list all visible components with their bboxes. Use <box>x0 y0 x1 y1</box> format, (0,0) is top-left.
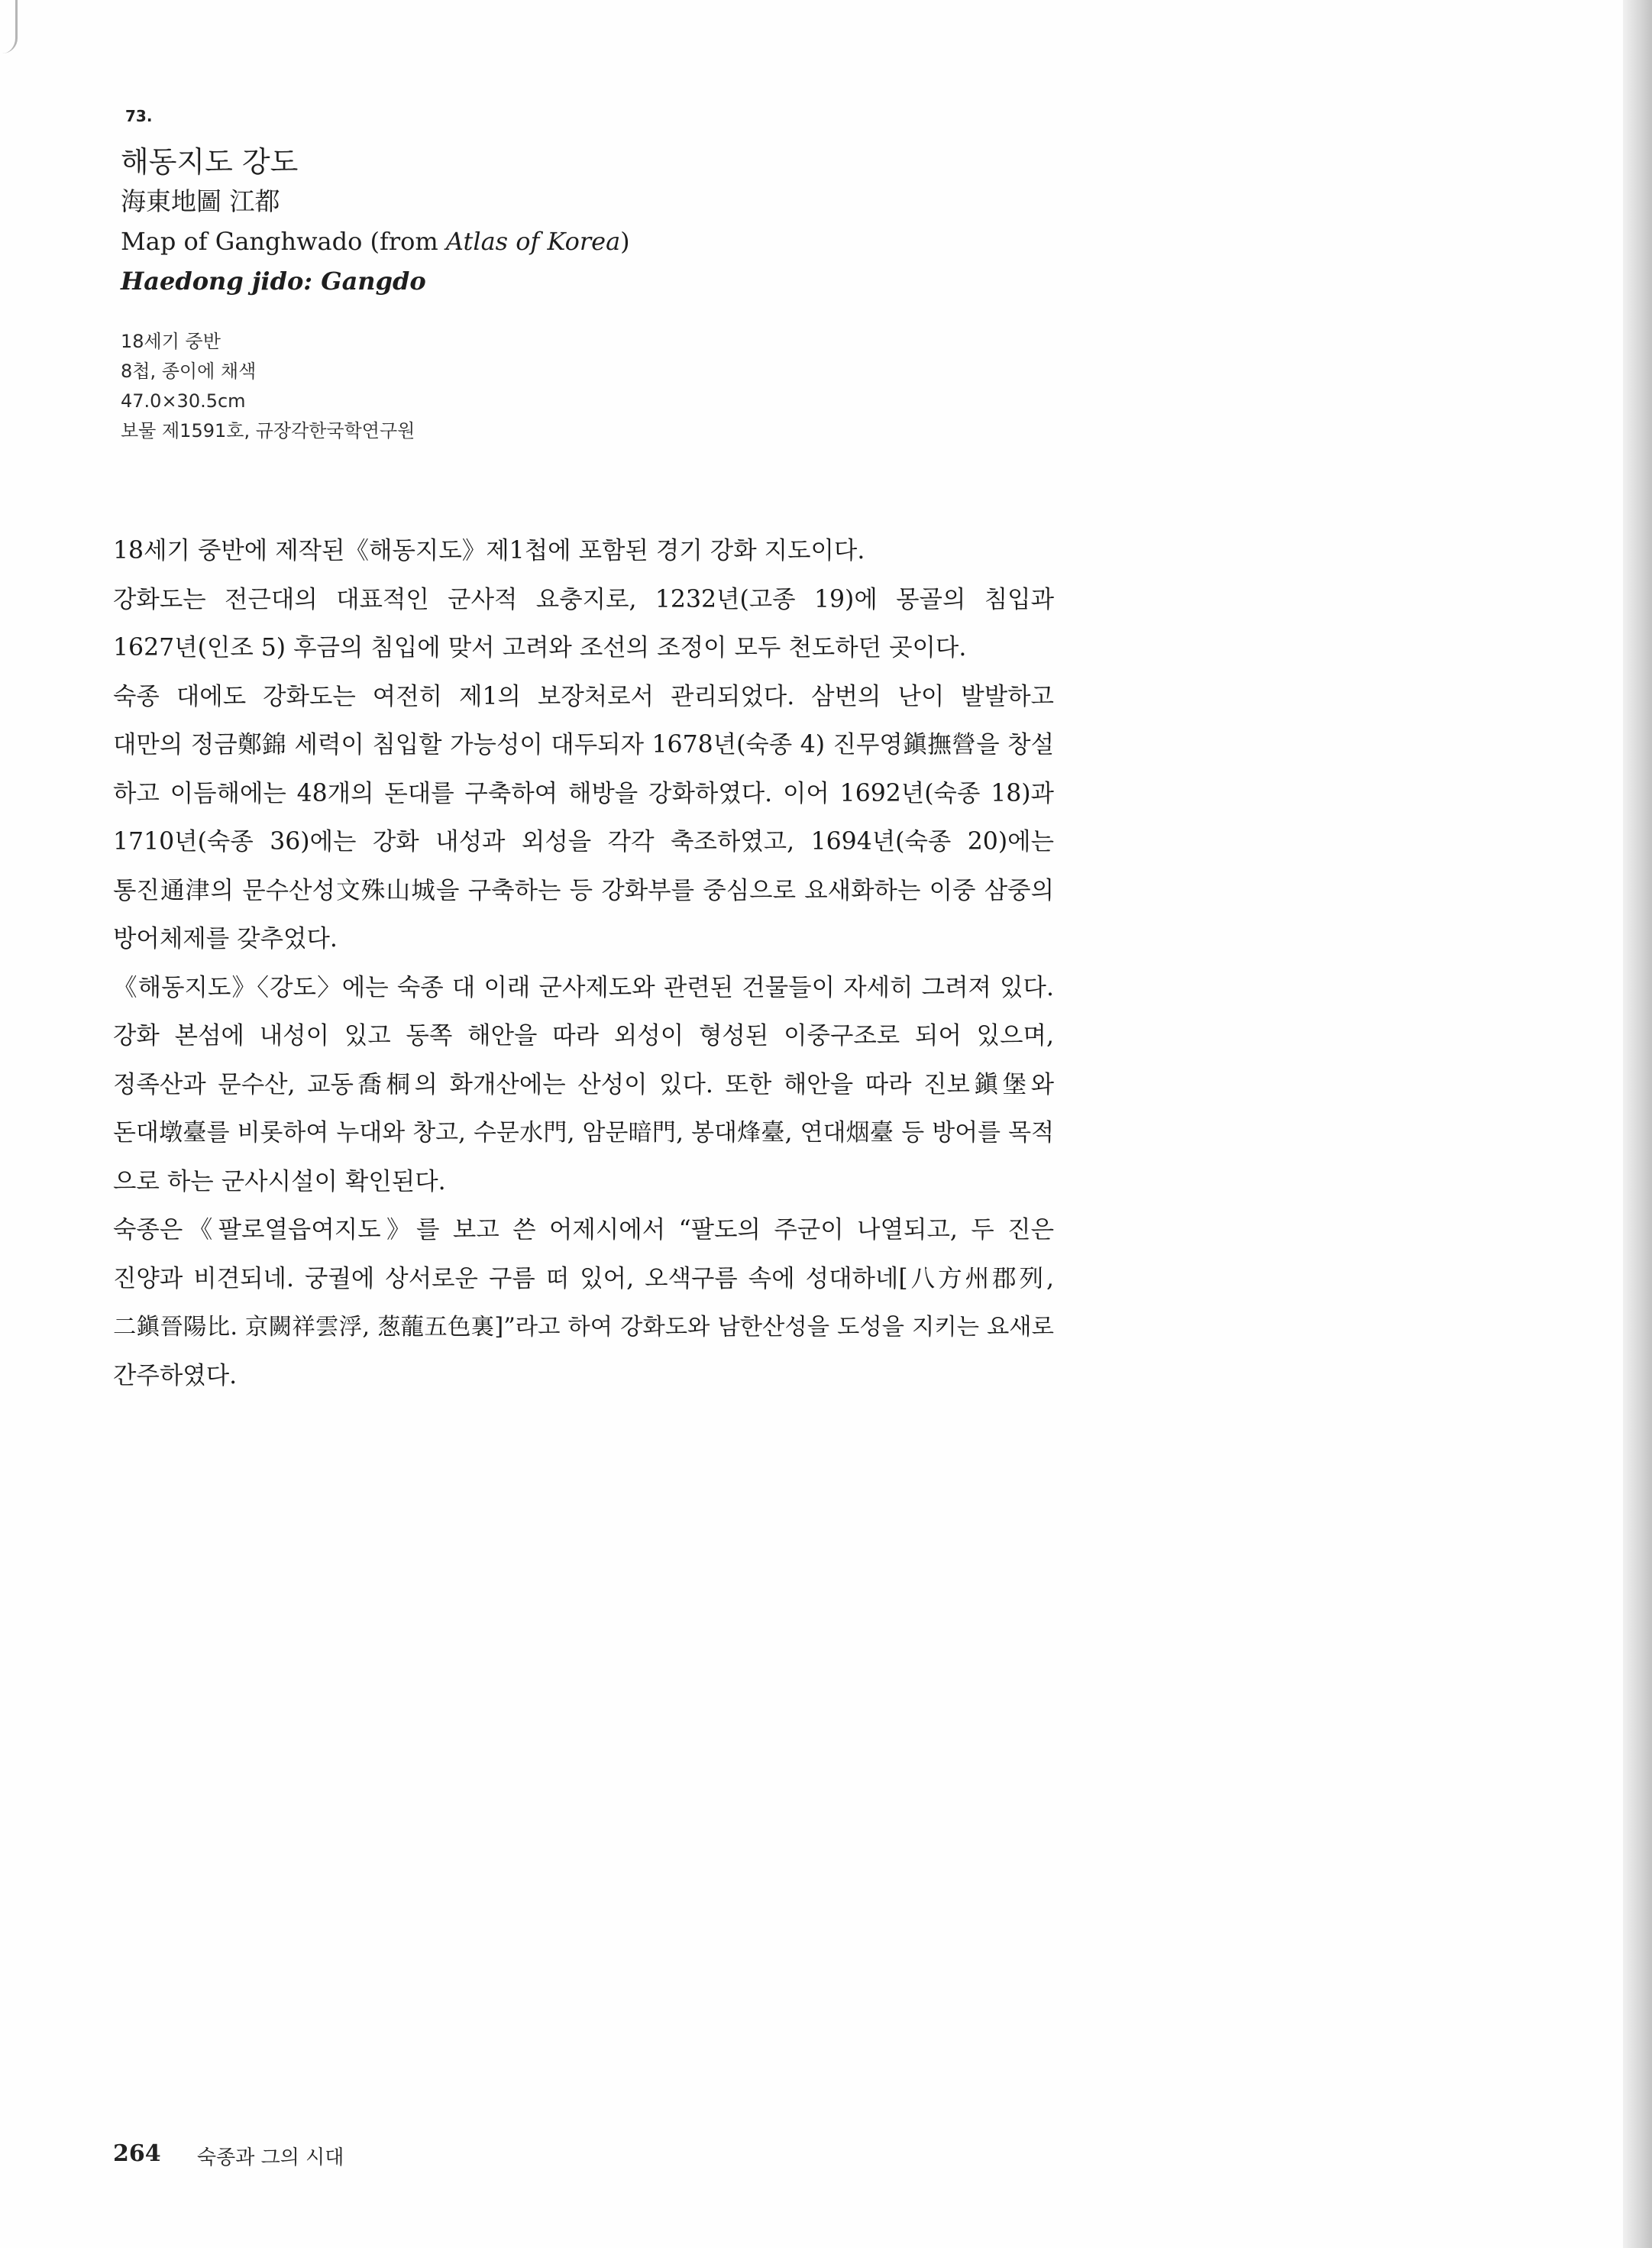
running-title: 숙종과 그의 시대 <box>197 2146 344 2169</box>
title-english <box>121 222 630 261</box>
body-text <box>113 527 1054 1400</box>
paragraph-1 <box>113 527 1054 576</box>
text-line: 二鎭晉陽比. 京闕祥雲浮, 葱蘢五色裏]”라고 하여 강화도와 남한산성을 도성을 지키는 요새로 <box>113 1314 1054 1341</box>
text-line: 진양과 비견되네. 궁궐에 상서로운 구름 떠 있어, 오색구름 속에 성대하네[八方州郡列, <box>113 1264 1054 1292</box>
paragraph-5 <box>113 1206 1054 1400</box>
meta-dimensions: 47.0×30.5cm <box>121 390 246 412</box>
title-hanja: 海東地圖 江都 <box>121 186 280 216</box>
title-block <box>121 142 630 301</box>
paragraph-3 <box>113 673 1054 964</box>
text-line: 1627년(인조 5) 후금의 침입에 맞서 고려와 조선의 조정이 모두 천도하던 곳이다. <box>113 634 967 661</box>
title-english-suffix: ) <box>620 227 630 256</box>
title-english-italic: Atlas of Korea <box>445 227 621 256</box>
text-line: 돈대墩臺를 비롯하여 누대와 창고, 수문水門, 암문暗門, 봉대烽臺, 연대烟臺 등 방어를 목적 <box>113 1119 1054 1147</box>
title-english-prefix: Map of Ganghwado (from <box>121 227 446 256</box>
text-line: 정족산과 문수산, 교동喬桐의 화개산에는 산성이 있다. 또한 해안을 따라 진보鎭堡와 <box>113 1070 1054 1098</box>
catalog-number: 73. <box>125 107 153 125</box>
meta-date: 18세기 중반 <box>121 331 221 352</box>
paragraph-2 <box>113 576 1054 673</box>
text-line: 간주하였다. <box>113 1361 238 1389</box>
meta-designation: 보물 제1591호, 규장각한국학연구원 <box>121 420 415 442</box>
paragraph-4 <box>113 964 1054 1207</box>
title-romanized: Haedong jido: Gangdo <box>121 267 426 296</box>
text-line: 통진通津의 문수산성文殊山城을 구축하는 등 강화부를 중심으로 요새화하는 이중 삼중의 <box>113 876 1054 904</box>
text-line: 《해동지도》〈강도〉에는 숙종 대 이래 군사제도와 관련된 건물들이 자세히 그려져 있다. <box>113 973 1054 1001</box>
meta-format: 8첩, 종이에 채색 <box>121 361 257 382</box>
page-footer <box>113 2140 344 2169</box>
artifact-metadata <box>121 327 415 446</box>
page-number: 264 <box>113 2140 161 2167</box>
text-line: 숙종은《팔로열읍여지도》를 보고 쓴 어제시에서 “팔도의 주군이 나열되고, 두 진은 <box>113 1216 1054 1244</box>
text-line: 방어체제를 갖추었다. <box>113 925 338 953</box>
text-line: 숙종 대에도 강화도는 여전히 제1의 보장처로서 관리되었다. 삼번의 난이 발발하고 <box>113 682 1054 710</box>
page-edge-shadow <box>1623 0 1652 2248</box>
text-line: 18세기 중반에 제작된《해동지도》제1첩에 포함된 경기 강화 지도이다. <box>113 537 865 564</box>
text-line: 으로 하는 군사시설이 확인된다. <box>113 1167 446 1195</box>
text-line: 강화 본섬에 내성이 있고 동쪽 해안을 따라 외성이 형성된 이중구조로 되어 있으며, <box>113 1022 1054 1050</box>
title-korean: 해동지도 강도 <box>121 145 299 179</box>
text-line: 강화도는 전근대의 대표적인 군사적 요충지로, 1232년(고종 19)에 몽골의 침입과 <box>113 585 1054 613</box>
text-line: 하고 이듬해에는 48개의 돈대를 구축하여 해방을 강화하였다. 이어 1692년(숙종 18)과 <box>113 779 1054 807</box>
previous-page-edge <box>0 0 18 53</box>
text-line: 1710년(숙종 36)에는 강화 내성과 외성을 각각 축조하였고, 1694년(숙종 20)에는 <box>113 828 1054 856</box>
text-line: 대만의 정금鄭錦 세력이 침입할 가능성이 대두되자 1678년(숙종 4) 진무영鎭撫營을 창설 <box>113 731 1054 758</box>
